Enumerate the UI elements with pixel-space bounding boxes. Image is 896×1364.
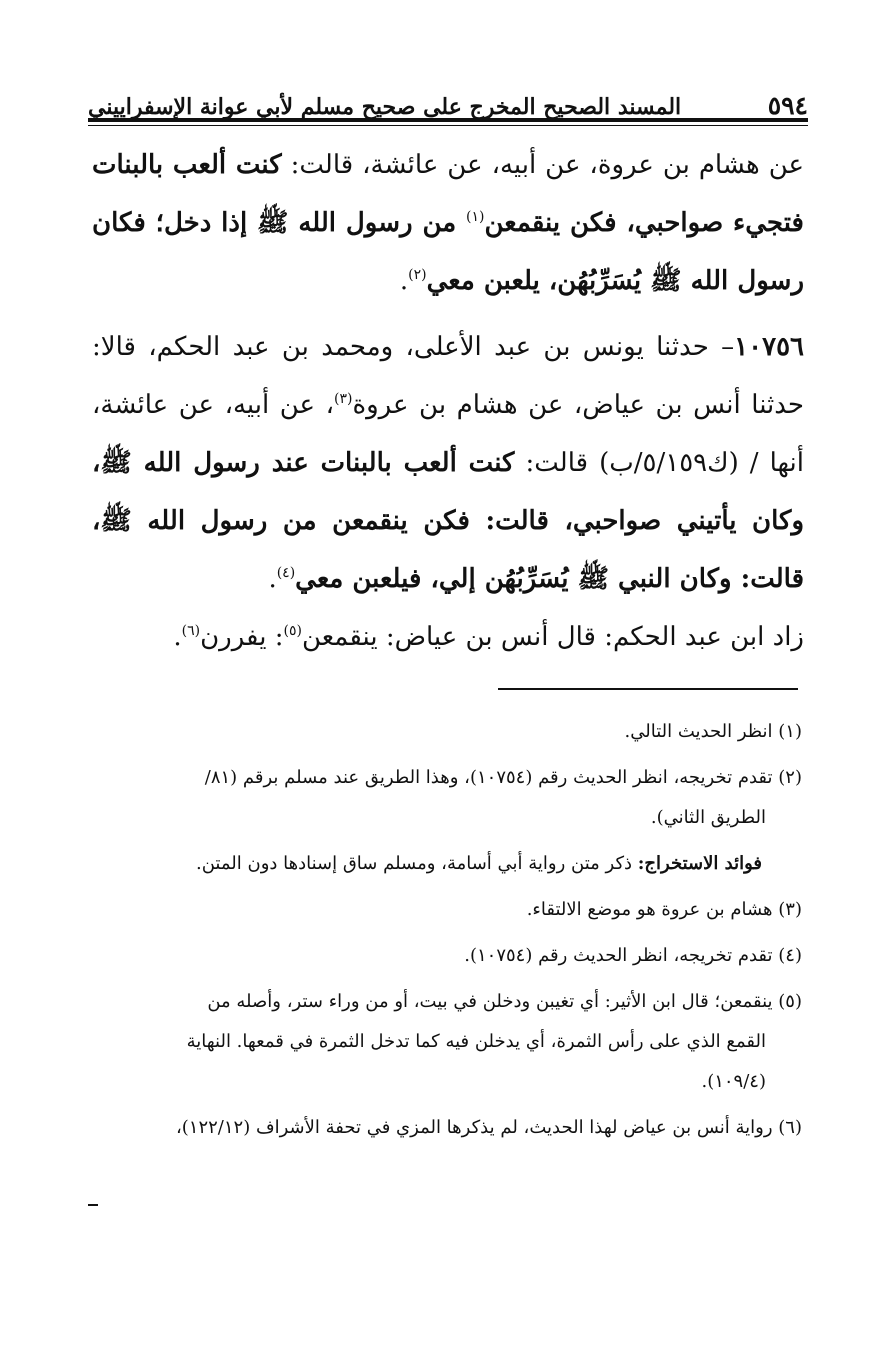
footnote-2: (٢) تقدم تخريجه، انظر الحديث رقم (١٠٧٥٤)، وهذا الطريق عند مسلم برقم (٨١/ الطريق الثاني). bbox=[204, 767, 802, 828]
footnote-ref[interactable]: (١) bbox=[466, 209, 485, 225]
header-rule-thin bbox=[88, 125, 808, 126]
hadith-10756: ١٠٧٥٦– حدثنا يونس بن عبد الأعلى، ومحمد بن عبد الحكم، قالا: حدثنا أنس بن عياض، عن هشام بن عروة$^{(٣)}$، عن أبيه، عن عائشة، أنها / (ك٥/١٥٩/ب) قالت: كنت ألعب بالبنات عند رسول الله ﷺ، وكان يأتيني صواحبي، قالت: فكن ينقمعن من رسول الله ﷺ، قالت: وكان النبي ﷺ يُسَرِّبُهُن إلي، فيلعبن معي$^{(٤)}$. bbox=[92, 332, 804, 594]
footnote-1: (١) انظر الحديث التالي. bbox=[624, 721, 802, 742]
page-number: ٥٩٤ bbox=[767, 91, 808, 120]
running-header bbox=[88, 80, 808, 120]
matn-text: كنت ألعب بالبنات عند رسول الله ﷺ، وكان يأتيني صواحبي، قالت: فكن ينقمعن من رسول الله ﷺ، قالت: وكان النبي ﷺ يُسَرِّبُهُن إلي، فيلعبن معي bbox=[92, 448, 804, 594]
paragraph-continuation: عن هشام بن عروة، عن أبيه، عن عائشة، قالت: كنت ألعب بالبنات فتجيء صواحبي، فكن ينقمعن$^{(١)}$ من رسول الله ﷺ إذا دخل؛ فكان رسول الله ﷺ يُسَرِّبُهُن، يلعبن معي$^{(٢)}$. bbox=[92, 150, 805, 296]
addition-note: زاد ابن عبد الحكم: قال أنس بن عياض: ينقمعن$^{(٥)}$: يفررن$^{(٦)}$. bbox=[173, 622, 804, 652]
footnote-ref[interactable]: (٢) bbox=[408, 267, 427, 283]
matn-text: كنت ألعب بالبنات فتجيء صواحبي، فكن ينقمعن bbox=[92, 150, 804, 238]
footnote-6: (٦) رواية أنس بن عياض لهذا الحديث، لم يذكرها المزي في تحفة الأشراف (١٢٢/١٢)، bbox=[175, 1117, 802, 1138]
continuation-dash bbox=[88, 1204, 98, 1206]
footnote-ref[interactable]: (٣) bbox=[334, 391, 353, 407]
footnote-ref[interactable]: (٤) bbox=[276, 565, 296, 581]
footnote-4: (٤) تقدم تخريجه، انظر الحديث رقم (١٠٧٥٤). bbox=[464, 945, 802, 966]
main-text bbox=[92, 136, 804, 666]
header-rule-thick bbox=[88, 118, 808, 122]
footnotes bbox=[88, 712, 802, 1154]
book-title: المسند الصحيح المخرج على صحيح مسلم لأبي عوانة الإسفراييني bbox=[88, 94, 682, 120]
fawaid-note: فوائد الاستخراج: ذكر متن رواية أبي أسامة، ومسلم ساق إسنادها دون المتن. bbox=[196, 853, 762, 874]
footnote-ref[interactable]: (٦) bbox=[181, 623, 201, 639]
footnote-3: (٣) هشام بن عروة هو موضع الالتقاء. bbox=[526, 899, 802, 920]
footnote-ref[interactable]: (٥) bbox=[283, 623, 302, 639]
footnote-5: (٥) ينقمعن؛ قال ابن الأثير: أي تغيبن ودخلن في بيت، أو من وراء ستر، وأصله من القمع الذي على رأس الثمرة، أي يدخلن فيه كما تدخل الثمرة في قمعها. النهاية (١٠٩/٤). bbox=[186, 991, 802, 1092]
hadith-number: ١٠٧٥٦ bbox=[734, 332, 804, 362]
footnote-separator bbox=[498, 688, 798, 690]
fawaid-label: فوائد الاستخراج: bbox=[637, 853, 762, 874]
